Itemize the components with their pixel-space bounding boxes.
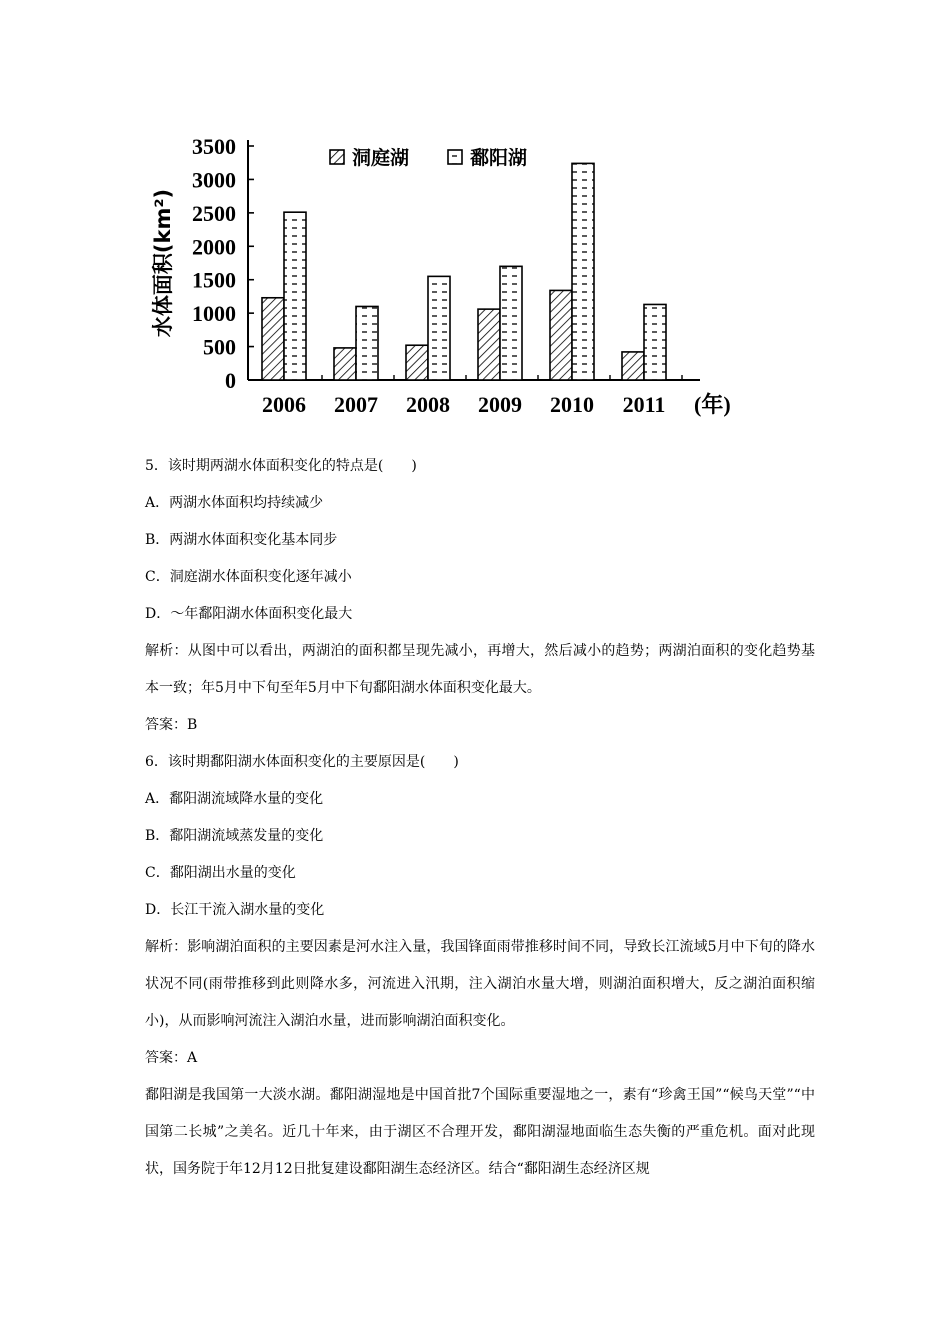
bar-poyang-2008 [428,276,450,380]
bar-poyang-2010 [572,163,594,380]
intro-paragraph: 鄱阳湖是我国第一大淡水湖。鄱阳湖湿地是中国首批7个国际重要湿地之一，素有“珍禽王国”“候鸟天堂”“中国第二长城”之美名。近几十年来，由于湖区不合理开发，鄱阳湖湿地面临生态失衡的严重危机。面对此现状，国务院于年12月12日批复建设鄱阳湖生态经济区。结合“鄱阳湖生态经济区规 [145,1087,815,1177]
y-tick-label: 2500 [192,200,236,226]
bar-dongting-2008 [406,345,428,380]
question-5-option-d: D．～年鄱阳湖水体面积变化最大 [145,606,353,622]
lake-area-chart [140,128,760,428]
bar-dongting-2006 [262,298,284,380]
x-tick-label: 2007 [334,392,378,417]
y-axis-label: 水体面积(km²) [151,188,175,338]
question-5-option-b: B．两湖水体面积变化基本同步 [145,532,338,548]
y-tick-label: 3500 [192,134,236,159]
x-tick-label: 2008 [406,392,450,417]
question-6-option-d: D．长江干流入湖水量的变化 [145,902,325,918]
y-tick-label: 2000 [192,234,236,260]
bar-dongting-2011 [622,352,644,380]
question-6-option-c: C．鄱阳湖出水量的变化 [145,865,296,881]
legend-label-poyang: 鄱阳湖 [470,147,528,169]
chart-legend [330,146,527,169]
x-tick-label: 2010 [550,392,594,417]
question-5-option-c: C．洞庭湖水体面积变化逐年减小 [145,569,352,585]
question-6-answer: 答案：A [145,1050,198,1066]
chart-bars [262,163,666,380]
bar-dongting-2009 [478,309,500,380]
bar-poyang-2011 [644,304,666,380]
bar-poyang-2007 [356,306,378,380]
bar-poyang-2006 [284,212,306,380]
y-tick-label: 0 [225,368,236,393]
x-tick-label: 2009 [478,392,522,417]
bar-poyang-2009 [500,266,522,380]
legend-swatch-poyang [448,150,462,164]
bar-dongting-2007 [334,348,356,380]
question-6-analysis: 解析：影响湖泊面积的主要因素是河水注入量，我国锋面雨带推移时间不同，导致长江流域5月中下旬的降水状况不同(雨带推移到此则降水多，河流进入汛期，注入湖泊水量大增，则湖泊面积增大，反之湖泊面积缩小)，从而影响河流注入湖泊水量，进而影响湖泊面积变化。 [145,939,815,1029]
x-tick-label: 2006 [262,392,306,417]
y-tick-label: 3000 [192,167,236,193]
document-body [145,448,815,1188]
question-6-option-b: B．鄱阳湖流域蒸发量的变化 [145,828,324,844]
y-tick-label: 1500 [192,267,236,293]
chart-svg [140,128,760,428]
legend-label-dongting: 洞庭湖 [352,147,410,169]
question-5-analysis: 解析：从图中可以看出，两湖泊的面积都呈现先减小，再增大，然后减小的趋势；两湖泊面积的变化趋势基本一致；年5月中下旬至年5月中下旬鄱阳湖水体面积变化最大。 [145,643,815,696]
question-5-option-a: A．两湖水体面积均持续减少 [145,495,324,511]
question-5-stem: 5．该时期两湖水体面积变化的特点是( ) [145,458,417,474]
question-5-answer: 答案：B [145,717,198,733]
x-tick-label: 2011 [622,392,666,417]
question-6-option-a: A．鄱阳湖流域降水量的变化 [145,791,324,807]
y-tick-label: 500 [203,334,236,360]
y-tick-label: 1000 [192,301,236,327]
question-6-stem: 6．该时期鄱阳湖水体面积变化的主要原因是( ) [145,754,459,770]
legend-swatch-dongting [330,150,344,164]
x-axis-unit-label: (年) [694,392,731,417]
bar-dongting-2010 [550,290,572,380]
